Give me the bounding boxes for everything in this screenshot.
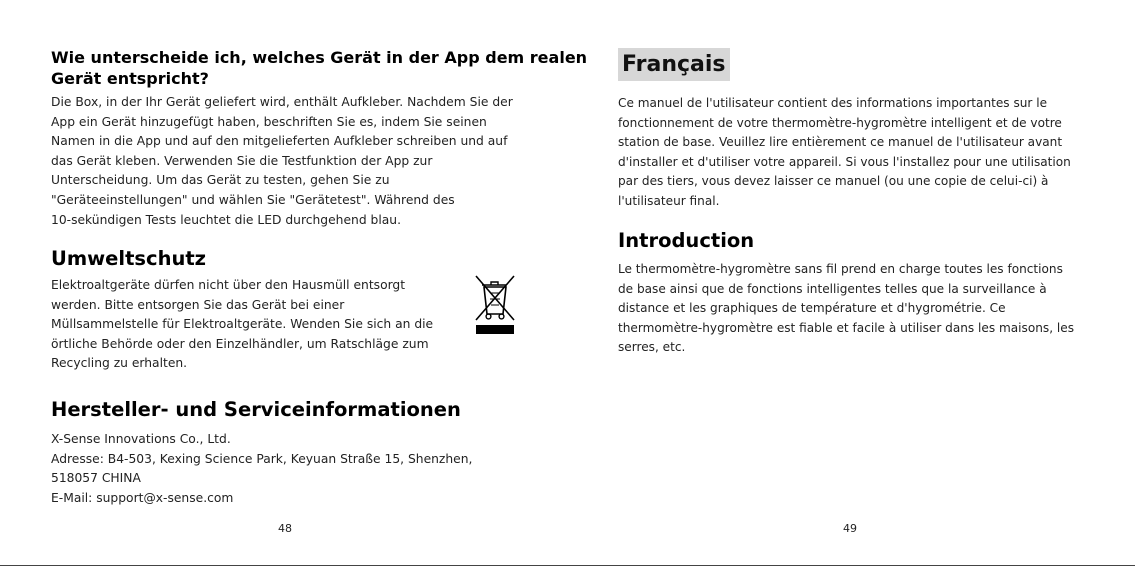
- environment-line: örtliche Behörde oder den Einzelhändler, um Ratschläge zum: [51, 336, 429, 351]
- crossed-out-wheelie-bin-icon: [473, 274, 517, 338]
- faq-line: 10-sekündigen Tests leuchtet die LED durchgehend blau.: [51, 212, 401, 227]
- environment-heading: Umweltschutz: [51, 247, 207, 270]
- introduction-line: Le thermomètre-hygromètre sans fil prend en charge toutes les fonctions: [618, 262, 1063, 276]
- intro-line: station de base. Veuillez lire entièrement ce manuel de l'utilisateur avant: [618, 135, 1063, 150]
- faq-heading-line: Wie unterscheide ich, welches Gerät in der App dem realen: [51, 48, 588, 67]
- introduction-paragraph: [618, 260, 1074, 358]
- faq-heading-line: Gerät entspricht?: [51, 69, 209, 88]
- bottom-divider: [0, 565, 1135, 566]
- manufacturer-heading: Hersteller- und Serviceinformationen: [51, 398, 461, 421]
- faq-line: Die Box, in der Ihr Gerät geliefert wird, enthält Aufkleber. Nachdem Sie der: [51, 95, 513, 109]
- intro-line: l'utilisateur final.: [618, 193, 720, 208]
- faq-line: "Geräteeinstellungen" und wählen Sie "Gerätetest". Während des: [51, 192, 455, 207]
- manufacturer-line: X-Sense Innovations Co., Ltd.: [51, 432, 231, 446]
- environment-line: Müllsammelstelle für Elektroaltgeräte. Wenden Sie sich an die: [51, 317, 434, 332]
- faq-line: das Gerät kleben. Verwenden Sie die Testfunktion der App zur: [51, 153, 433, 168]
- introduction-heading: Introduction: [618, 229, 755, 252]
- faq-paragraph: [51, 93, 513, 230]
- introduction-line: de base ainsi que de fonctions intelligentes telles que la surveillance à: [618, 281, 1047, 296]
- manufacturer-line: Adresse: B4-503, Kexing Science Park, Keyuan Straße 15, Shenzhen,: [51, 451, 473, 466]
- environment-line: Recycling zu erhalten.: [51, 356, 188, 371]
- intro-line: fonctionnement de votre thermomètre-hygromètre intelligent et de votre: [618, 115, 1062, 130]
- intro-line: Ce manuel de l'utilisateur contient des informations importantes sur le: [618, 96, 1048, 110]
- page-number: 49: [843, 522, 857, 535]
- intro-line: par des tiers, vous devez laisser ce manuel (ou une copie de celui-ci) à: [618, 174, 1049, 189]
- manufacturer-line: E-Mail: support@x-sense.com: [51, 490, 234, 505]
- faq-heading: [51, 47, 588, 89]
- environment-paragraph: [51, 276, 433, 374]
- introduction-line: distance et les graphiques de température et d'hygrométrie. Ce: [618, 301, 1006, 316]
- introduction-line: thermomètre-hygromètre est fiable et facile à utiliser dans les maisons, les: [618, 320, 1074, 335]
- faq-line: Namen in die App und auf den mitgelieferten Aufkleber schreiben und auf: [51, 134, 508, 149]
- language-title: Français: [618, 48, 730, 81]
- manufacturer-line: 518057 CHINA: [51, 471, 141, 486]
- right-page: [567, 0, 1135, 568]
- environment-line: werden. Bitte entsorgen Sie das Gerät bei einer: [51, 297, 345, 312]
- introduction-line: serres, etc.: [618, 340, 686, 355]
- environment-line: Elektroaltgeräte dürfen nicht über den Hausmüll entsorgt: [51, 278, 406, 292]
- manufacturer-paragraph: [51, 430, 472, 508]
- faq-line: Unterscheidung. Um das Gerät zu testen, gehen Sie zu: [51, 173, 390, 188]
- intro-paragraph: [618, 94, 1071, 212]
- intro-line: d'installer et d'utiliser votre appareil. Si vous l'installez pour une utilisation: [618, 154, 1071, 169]
- page-number: 48: [278, 522, 292, 535]
- faq-line: App ein Gerät hinzugefügt haben, beschriften Sie es, indem Sie seinen: [51, 114, 487, 129]
